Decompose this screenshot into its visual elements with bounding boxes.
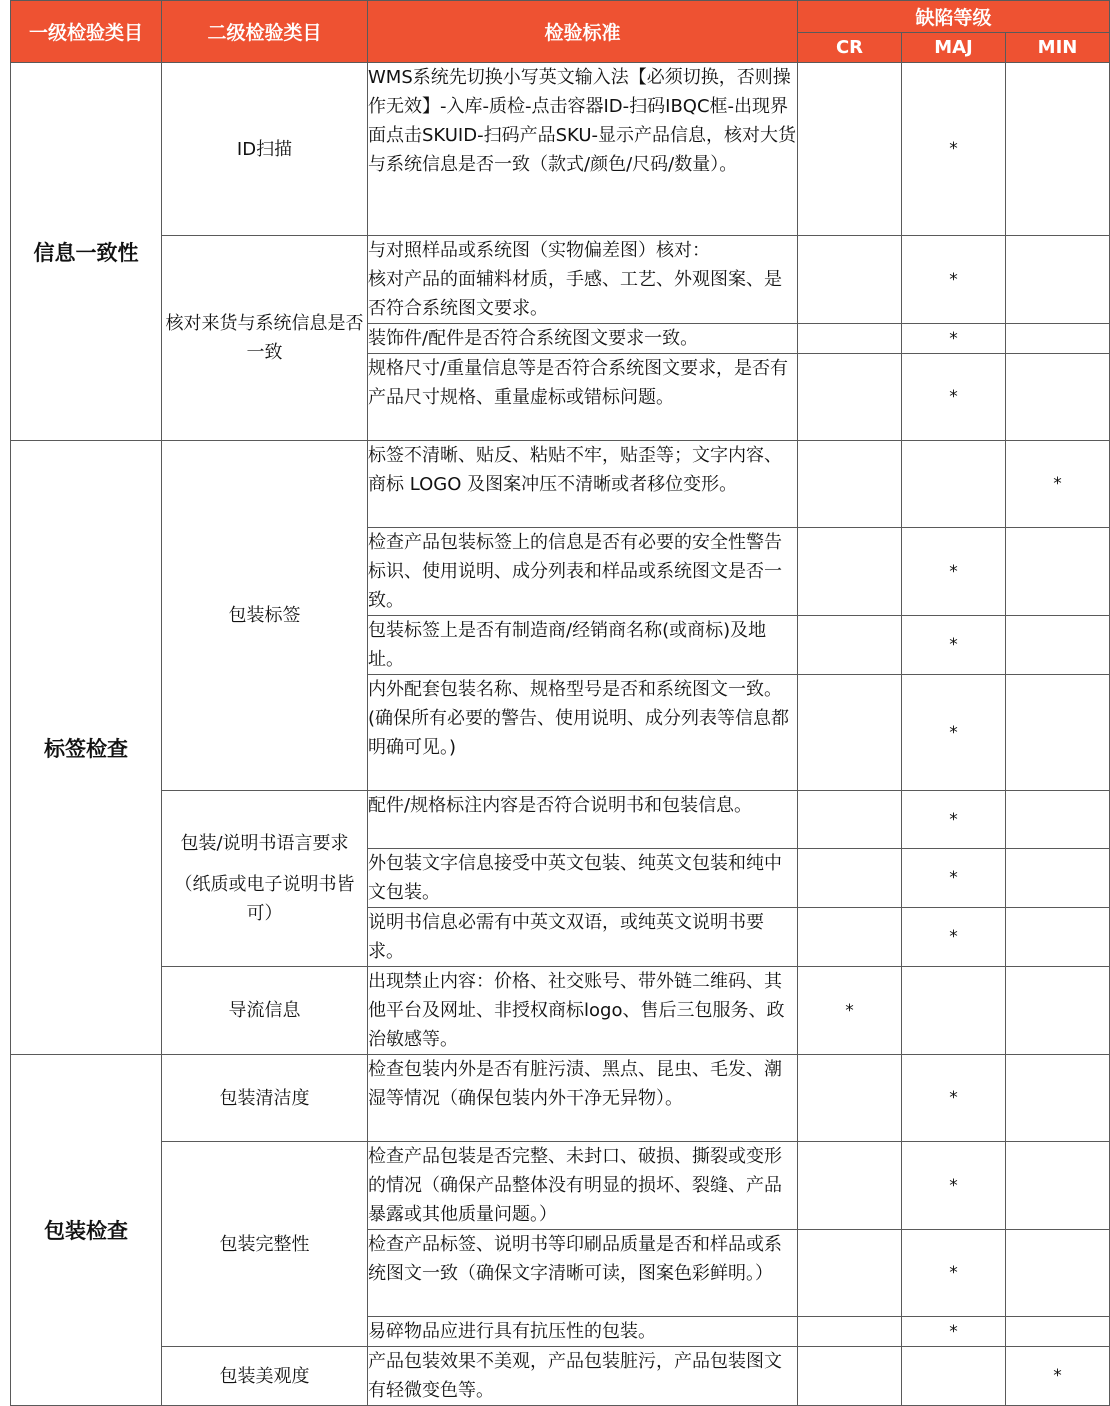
cr-mark bbox=[798, 441, 902, 528]
cr-mark bbox=[798, 1055, 902, 1142]
inspection-table bbox=[10, 0, 1110, 1406]
level2-name: 包装美观度 bbox=[219, 1365, 310, 1387]
level2-name: 包装标签 bbox=[228, 605, 301, 626]
level2-name: 导流信息 bbox=[228, 1000, 301, 1021]
header-standard: 检验标准 bbox=[368, 1, 798, 63]
min-mark bbox=[1006, 849, 1110, 908]
level1-category: 信息一致性 bbox=[11, 63, 162, 441]
maj-mark: * bbox=[902, 528, 1006, 616]
level2-note: （纸质或电子说明书皆可） bbox=[174, 874, 355, 924]
level2-category bbox=[162, 441, 368, 791]
level1-category: 标签检查 bbox=[11, 441, 162, 1055]
maj-mark: * bbox=[902, 1317, 1006, 1347]
standard-text: 检查产品标签、说明书等印刷品质量是否和样品或系统图文一致（确保文字清晰可读，图案色彩鲜明。） bbox=[368, 1230, 798, 1317]
min-mark: * bbox=[1006, 441, 1110, 528]
header-defect-level: 缺陷等级 bbox=[798, 1, 1110, 33]
level1-category: 包装检查 bbox=[11, 1055, 162, 1406]
maj-mark: * bbox=[902, 675, 1006, 791]
level2-category bbox=[162, 1142, 368, 1347]
min-mark bbox=[1006, 967, 1110, 1055]
maj-mark: * bbox=[902, 849, 1006, 908]
standard-text: 与对照样品或系统图（实物偏差图）核对： 核对产品的面辅料材质，手感、工艺、外观图案、是否符合系统图文要求。 bbox=[368, 236, 798, 324]
header-level2: 二级检验类目 bbox=[162, 1, 368, 63]
level2-name: 包装/说明书语言要求 bbox=[180, 833, 349, 854]
cr-mark bbox=[798, 849, 902, 908]
min-mark bbox=[1006, 1317, 1110, 1347]
cr-mark bbox=[798, 675, 902, 791]
table-row bbox=[11, 791, 1110, 849]
maj-mark: * bbox=[902, 354, 1006, 441]
header-maj: MAJ bbox=[902, 33, 1006, 63]
table-row bbox=[11, 967, 1110, 1055]
standard-text: 易碎物品应进行具有抗压性的包装。 bbox=[368, 1317, 798, 1347]
header-cr: CR bbox=[798, 33, 902, 63]
maj-mark bbox=[902, 967, 1006, 1055]
cr-mark bbox=[798, 528, 902, 616]
level2-category bbox=[162, 967, 368, 1055]
cr-mark bbox=[798, 1142, 902, 1230]
level2-name: ID扫描 bbox=[236, 138, 293, 160]
standard-text: WMS系统先切换小写英文输入法【必须切换，否则操作无效】-入库-质检-点击容器ID-扫码IBQC框-出现界面点击SKUID-扫码产品SKU-显示产品信息，核对大货与系统信息是否一致（款式/颜色/尺码/数量）。 bbox=[368, 63, 798, 236]
min-mark bbox=[1006, 616, 1110, 675]
level2-category bbox=[162, 791, 368, 967]
maj-mark: * bbox=[902, 1142, 1006, 1230]
standard-text: 出现禁止内容：价格、社交账号、带外链二维码、其他平台及网址、非授权商标logo、售后三包服务、政治敏感等。 bbox=[368, 967, 798, 1055]
maj-mark: * bbox=[902, 1230, 1006, 1317]
min-mark bbox=[1006, 908, 1110, 967]
level2-name: 包装完整性 bbox=[219, 1233, 310, 1255]
min-mark bbox=[1006, 354, 1110, 441]
table-body bbox=[11, 63, 1110, 1406]
maj-mark: * bbox=[902, 908, 1006, 967]
table-row bbox=[11, 1142, 1110, 1230]
standard-text: 包装标签上是否有制造商/经销商名称(或商标)及地址。 bbox=[368, 616, 798, 675]
standard-text: 配件/规格标注内容是否符合说明书和包装信息。 bbox=[368, 791, 798, 849]
level2-category bbox=[162, 63, 368, 236]
min-mark bbox=[1006, 236, 1110, 324]
level2-category bbox=[162, 1055, 368, 1142]
cr-mark: * bbox=[798, 967, 902, 1055]
standard-text: 标签不清晰、贴反、粘贴不牢，贴歪等；文字内容、商标 LOGO 及图案冲压不清晰或者移位变形。 bbox=[368, 441, 798, 528]
cr-mark bbox=[798, 791, 902, 849]
standard-text: 外包装文字信息接受中英文包装、纯英文包装和纯中文包装。 bbox=[368, 849, 798, 908]
maj-mark: * bbox=[902, 324, 1006, 354]
standard-text: 检查产品包装标签上的信息是否有必要的安全性警告标识、使用说明、成分列表和样品或系统图文是否一致。 bbox=[368, 528, 798, 616]
table-row bbox=[11, 63, 1110, 236]
table-row bbox=[11, 236, 1110, 324]
min-mark: * bbox=[1006, 1347, 1110, 1406]
level2-name: 包装清洁度 bbox=[219, 1087, 310, 1109]
cr-mark bbox=[798, 616, 902, 675]
min-mark bbox=[1006, 1055, 1110, 1142]
standard-text: 规格尺寸/重量信息等是否符合系统图文要求，是否有产品尺寸规格、重量虚标或错标问题。 bbox=[368, 354, 798, 441]
min-mark bbox=[1006, 528, 1110, 616]
standard-text: 说明书信息必需有中英文双语，或纯英文说明书要求。 bbox=[368, 908, 798, 967]
cr-mark bbox=[798, 63, 902, 236]
header-min: MIN bbox=[1006, 33, 1110, 63]
cr-mark bbox=[798, 1230, 902, 1317]
min-mark bbox=[1006, 675, 1110, 791]
header-level1: 一级检验类目 bbox=[11, 1, 162, 63]
min-mark bbox=[1006, 791, 1110, 849]
min-mark bbox=[1006, 63, 1110, 236]
maj-mark: * bbox=[902, 616, 1006, 675]
cr-mark bbox=[798, 354, 902, 441]
standard-text: 检查包装内外是否有脏污渍、黑点、昆虫、毛发、潮湿等情况（确保包装内外干净无异物）。 bbox=[368, 1055, 798, 1142]
cr-mark bbox=[798, 1317, 902, 1347]
table-row bbox=[11, 1055, 1110, 1142]
maj-mark: * bbox=[902, 791, 1006, 849]
min-mark bbox=[1006, 1230, 1110, 1317]
standard-text: 内外配套包装名称、规格型号是否和系统图文一致。 (确保所有必要的警告、使用说明、成分列表等信息都明确可见。) bbox=[368, 675, 798, 791]
standard-text: 检查产品包装是否完整、未封口、破损、撕裂或变形的情况（确保产品整体没有明显的损坏、裂缝、产品暴露或其他质量问题。） bbox=[368, 1142, 798, 1230]
maj-mark bbox=[902, 441, 1006, 528]
maj-mark: * bbox=[902, 63, 1006, 236]
standard-text: 装饰件/配件是否符合系统图文要求一致。 bbox=[368, 324, 798, 354]
level2-category bbox=[162, 236, 368, 441]
standard-text: 产品包装效果不美观，产品包装脏污，产品包装图文有轻微变色等。 bbox=[368, 1347, 798, 1406]
cr-mark bbox=[798, 324, 902, 354]
table-row bbox=[11, 441, 1110, 528]
cr-mark bbox=[798, 236, 902, 324]
maj-mark: * bbox=[902, 236, 1006, 324]
maj-mark: * bbox=[902, 1055, 1006, 1142]
min-mark bbox=[1006, 1142, 1110, 1230]
cr-mark bbox=[798, 908, 902, 967]
min-mark bbox=[1006, 324, 1110, 354]
level2-name: 核对来货与系统信息是否一致 bbox=[165, 313, 364, 363]
